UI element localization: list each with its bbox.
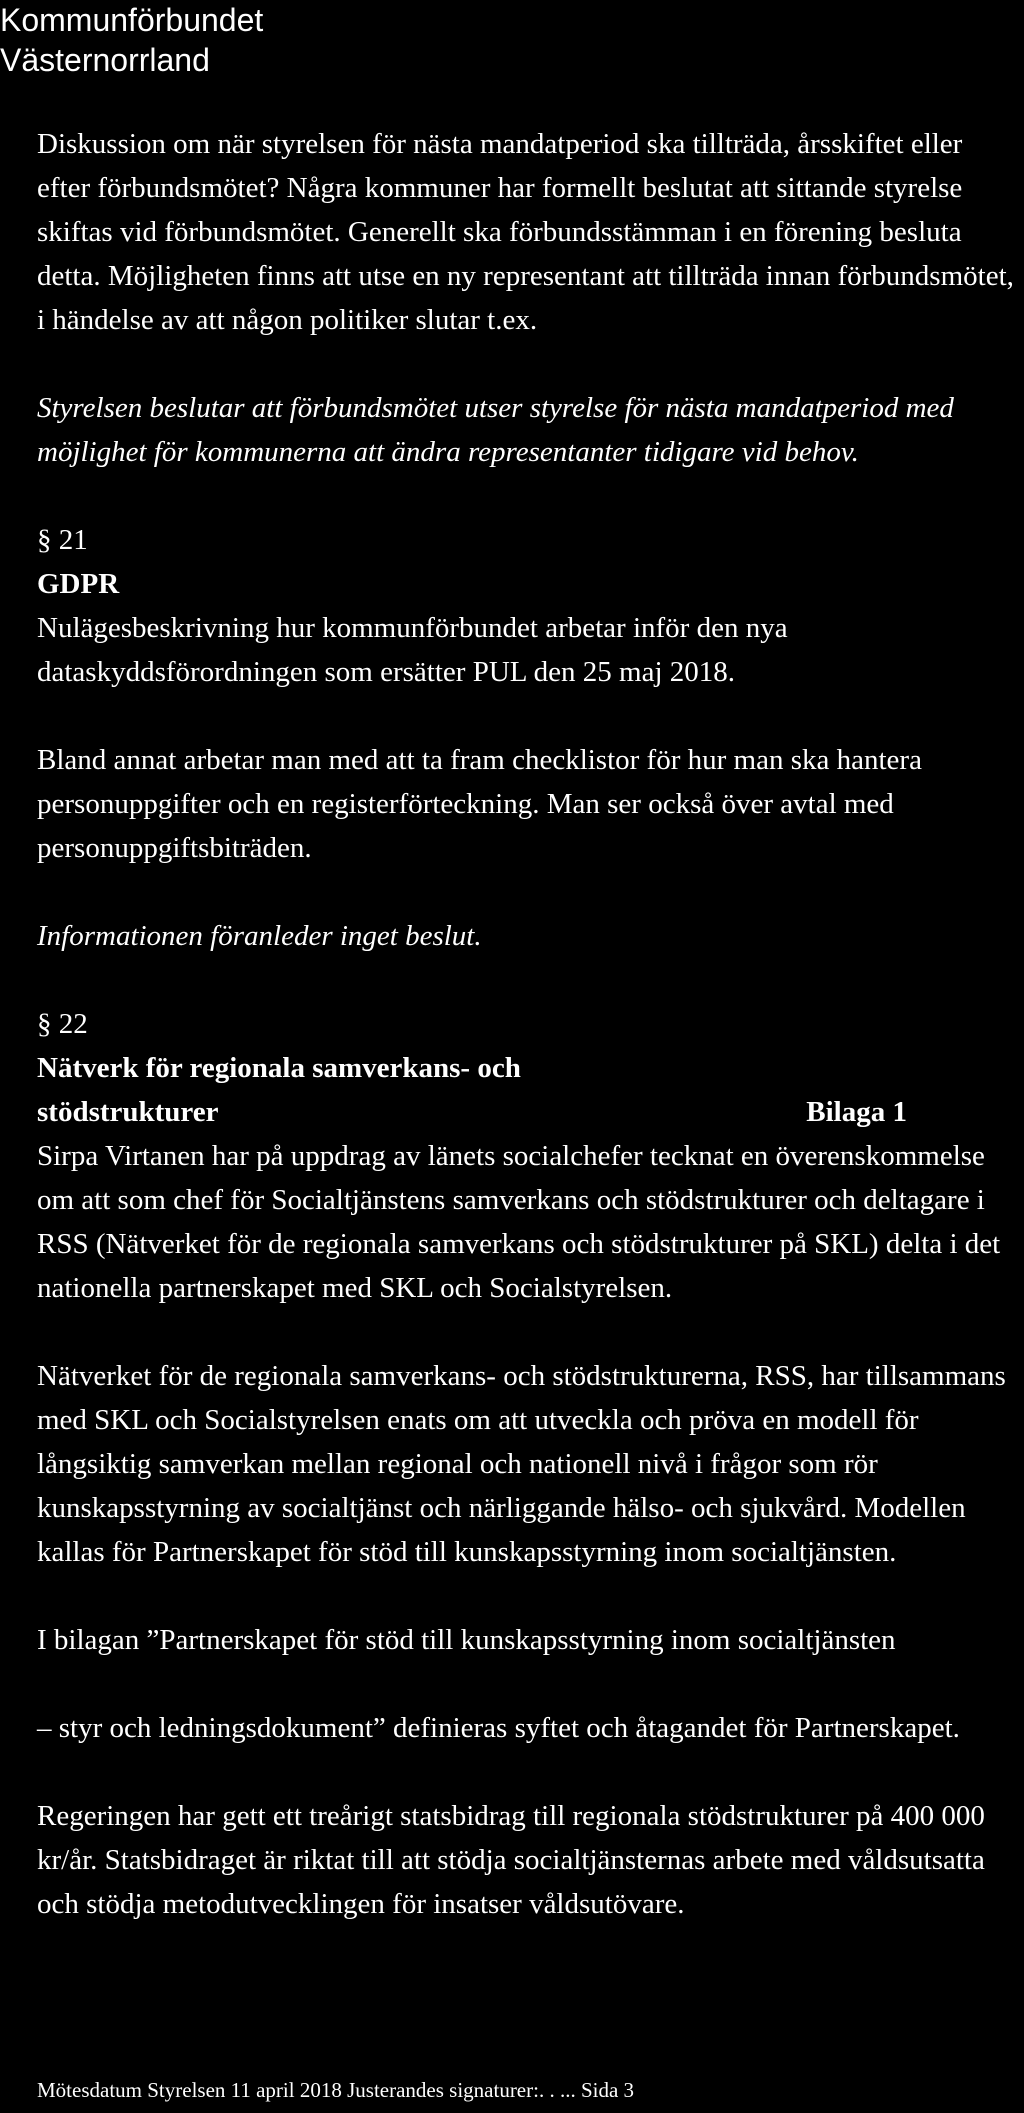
organization-name-line2: Västernorrland [0, 42, 210, 78]
board-decision: Styrelsen beslutar att förbundsmötet utser styrelse för nästa mandatperiod med möjlighet för kommunerna att ändra representanter tidigare vid behov. [37, 392, 954, 468]
section-22-title-line1: Nätverk för regionala samverkans- och [37, 1052, 521, 1084]
organization-header [0, 0, 263, 80]
section-22-title-line2: stödstrukturer [37, 1096, 219, 1128]
section-22-title-row [37, 1090, 907, 1134]
document-body [37, 122, 1021, 1926]
organization-name-line1: Kommunförbundet [0, 2, 264, 38]
discussion-paragraph: Diskussion om när styrelsen för nästa mandatperiod ska tillträda, årsskiftet eller efter förbundsmötet? Några kommuner har formellt beslutat att sittande styrelse skiftas vid förbundsmötet. Generellt ska förbundsstämman i en förening besluta detta. Möjligheten finns att utse en ny representant att tillträda innan förbundsmötet, i händelse av att någon politiker slutar t.ex. [37, 128, 1014, 336]
section-21-decision: Informationen föranleder inget beslut. [37, 920, 482, 952]
section-22-paragraph-3: I bilagan ”Partnerskapet för stöd till kunskapsstyrning inom socialtjänsten [37, 1624, 896, 1656]
section-21-title: GDPR [37, 568, 120, 600]
section-21-paragraph-2: Bland annat arbetar man med att ta fram checklistor för hur man ska hantera personuppgifter och en registerförteckning. Man ser också över avtal med personuppgiftsbiträden. [37, 744, 922, 864]
section-21-number: § 21 [37, 524, 88, 556]
section-22-paragraph-1: Sirpa Virtanen har på uppdrag av länets socialchefer tecknat en överenskommelse om att som chef för Socialtjänstens samverkans och stödstrukturer och deltagare i RSS (Nätverket för de regionala samverkans och stödstrukturer på SKL) delta i det nationella partnerskapet med SKL och Socialstyrelsen. [37, 1140, 1001, 1304]
section-22-paragraph-4: – styr och ledningsdokument” definieras syftet och åtagandet för Partnerskapet. [37, 1712, 960, 1744]
section-22-paragraph-2: Nätverket för de regionala samverkans- och stödstrukturerna, RSS, har tillsammans med SKL och Socialstyrelsen enats om att utveckla och pröva en modell för långsiktig samverkan mellan regional och nationell nivå i frågor som rör kunskapsstyrning av socialtjänst och närliggande hälso- och sjukvård. Modellen kallas för Partnerskapet för stöd till kunskapsstyrning inom socialtjänsten. [37, 1360, 1006, 1568]
page-footer: Mötesdatum Styrelsen 11 april 2018 Justerandes signaturer:. . ... Sida 3 [37, 2078, 635, 2102]
attachment-reference: Bilaga 1 [806, 1096, 907, 1128]
section-22-number: § 22 [37, 1008, 88, 1040]
section-21-paragraph-1: Nulägesbeskrivning hur kommunförbundet arbetar inför den nya dataskyddsförordningen som ersätter PUL den 25 maj 2018. [37, 612, 788, 688]
section-22-paragraph-5: Regeringen har gett ett treårigt statsbidrag till regionala stödstrukturer på 400 000 kr/år. Statsbidraget är riktat till att stödja socialtjänsternas arbete med våldsutsatta och stödja metodutvecklingen för insatser våldsutövare. [37, 1800, 985, 1920]
